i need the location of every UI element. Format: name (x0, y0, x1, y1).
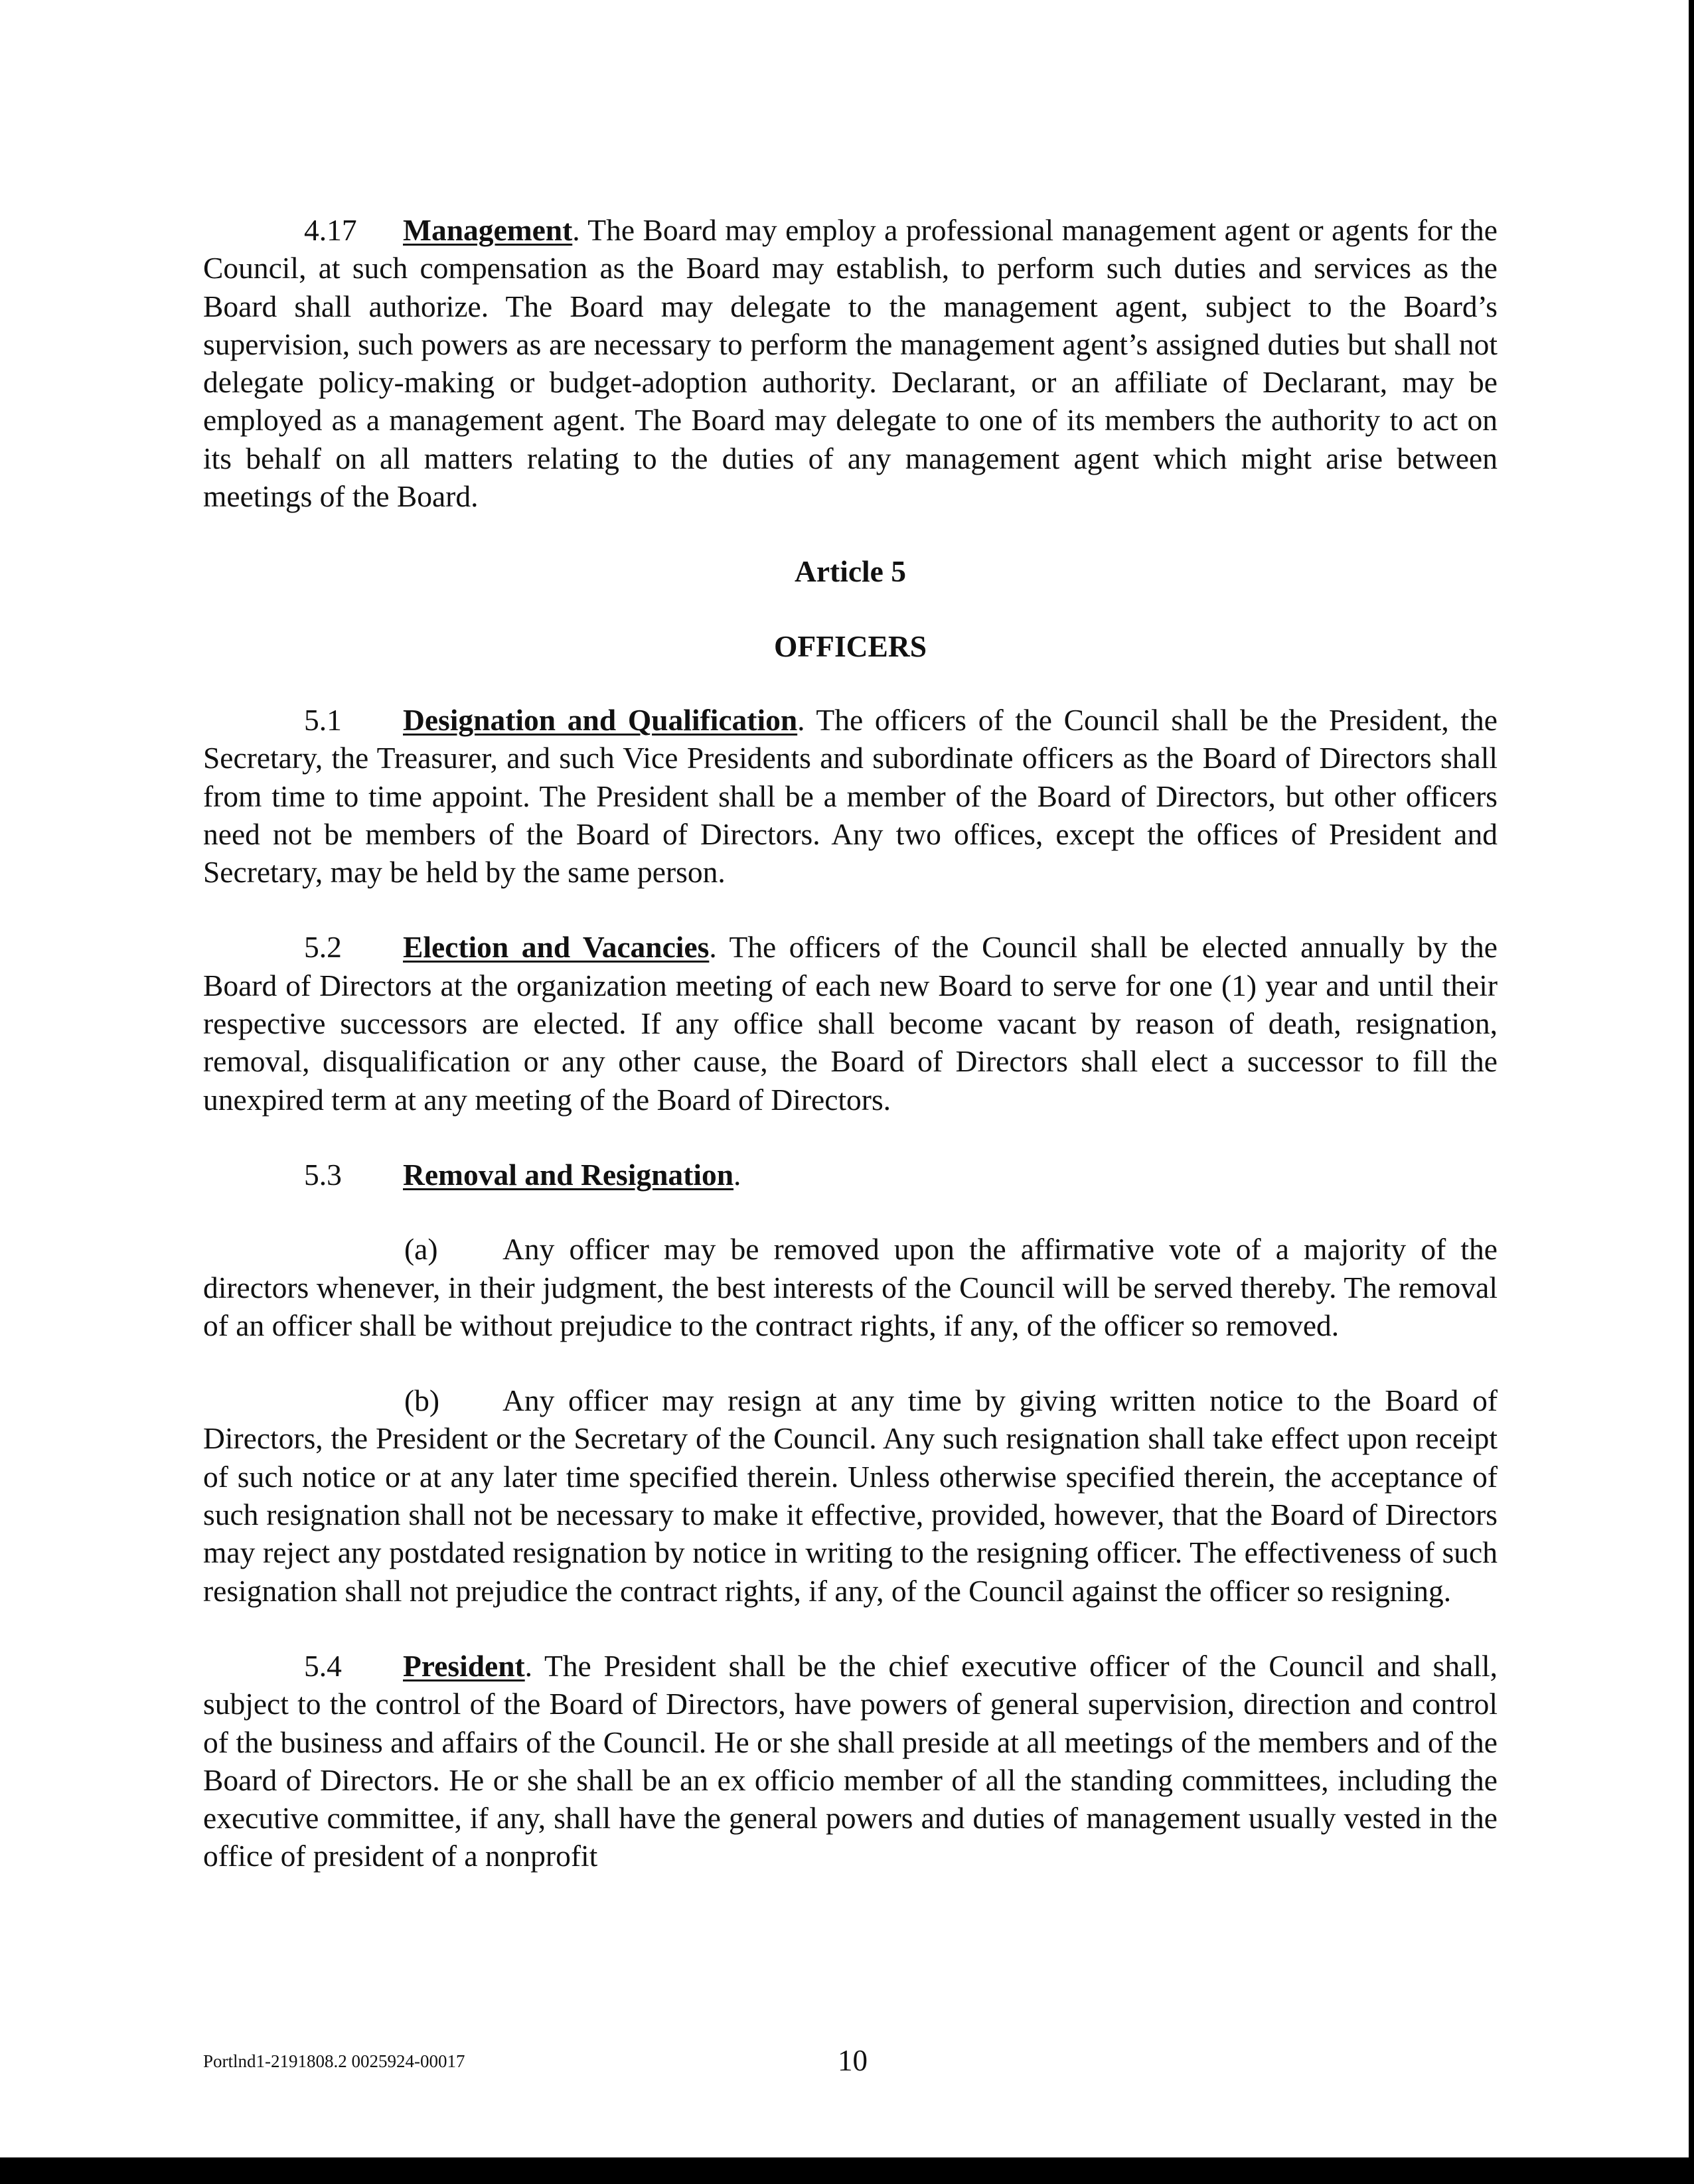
article-label: Article 5 (794, 554, 906, 589)
section-heading: Management (403, 213, 573, 247)
subsection-text: Any officer may be removed upon the affirmative vote of a majority of the directors whenever, in their judgment, the best interests of the Council will be served thereby. The removal of an officer shall be without prejudice to the contract rights, if any, of the officer so removed. (203, 1232, 1498, 1342)
scan-border-right (1689, 0, 1694, 2184)
section-heading: President (403, 1648, 525, 1683)
section-text: . The officers of the Council shall be the President, the Secretary, the Treasurer, and such Vice Presidents and subordinate officers as the Board of Directors shall from time to time appoint. The President shall be a member of the Board of Directors, but other officers need not be members of the Board of Directors. Any two offices, except the offices of President and Secretary, may be held by the same person. (203, 702, 1498, 890)
section-4-17 (203, 211, 1498, 515)
section-5-3 (203, 1156, 1498, 1194)
section-number: 5.3 (304, 1157, 342, 1192)
footer-document-id: Portlnd1-2191808.2 0025924-00017 (203, 2051, 465, 2071)
section-5-4 (203, 1647, 1498, 1875)
section-5-2 (203, 928, 1498, 1118)
page-number: 10 (838, 2044, 868, 2077)
section-text: . The President shall be the chief executive officer of the Council and shall, subject to the control of the Board of Directors, have powers of general supervision, direction and control of the business and affairs of the Council. He or she shall preside at all meetings of the members and of the Board of Directors. He or she shall be an ex officio member of all the standing committees, including the executive committee, if any, shall have the general powers and duties of management usually vested in the office of president of a nonprofit (203, 1648, 1498, 1873)
section-number: 5.1 (304, 702, 342, 737)
section-period: . (733, 1157, 741, 1192)
section-heading: Designation and Qualification (403, 702, 798, 737)
subsection-label: (a) (404, 1232, 438, 1267)
section-number: 4.17 (304, 213, 357, 247)
section-text: . The Board may employ a professional management agent or agents for the Council, at such compensation as the Board may establish, to perform such duties and services as the Board shall authorize. The Board may delegate to the management agent, subject to the Board’s supervision, such powers as are necessary to perform the management agent’s assigned duties but shall not delegate policy-making or budget-adoption authority. Declarant, or an affiliate of Declarant, may be employed as a management agent. The Board may delegate to one of its members the authority to act on its behalf on all matters relating to the duties of any management agent which might arise between meetings of the Board. (203, 213, 1498, 514)
subsection-label: (b) (404, 1383, 440, 1418)
scan-border-bottom (0, 2157, 1694, 2184)
section-5-1 (203, 701, 1498, 891)
section-number: 5.2 (304, 930, 342, 965)
section-number: 5.4 (304, 1648, 342, 1683)
document-body (203, 211, 1498, 1912)
article-title: OFFICERS (773, 629, 927, 663)
section-5-3-b (203, 1381, 1498, 1610)
section-5-3-a (203, 1230, 1498, 1344)
subsection-text: Any officer may resign at any time by giving written notice to the Board of Directors, the President or the Secretary of the Council. Any such resignation shall take effect upon receipt of such notice or at any later time specified therein. Unless otherwise specified therein, the acceptance of such resignation shall not be necessary to make it effective, provided, however, that the Board of Directors may reject any postdated resignation by notice in writing to the resigning officer. The effectiveness of such resignation shall not prejudice the contract rights, if any, of the Council against the officer so resigning. (203, 1383, 1498, 1608)
section-heading: Election and Vacancies (403, 930, 710, 965)
section-heading: Removal and Resignation (403, 1157, 734, 1192)
section-text: . The officers of the Council shall be elected annually by the Board of Directors at the organization meeting of each new Board to serve for one (1) year and until their respective successors are elected. If any office shall become vacant by reason of death, resignation, removal, disqualification or any other cause, the Board of Directors shall elect a successor to fill the unexpired term at any meeting of the Board of Directors. (203, 930, 1498, 1117)
